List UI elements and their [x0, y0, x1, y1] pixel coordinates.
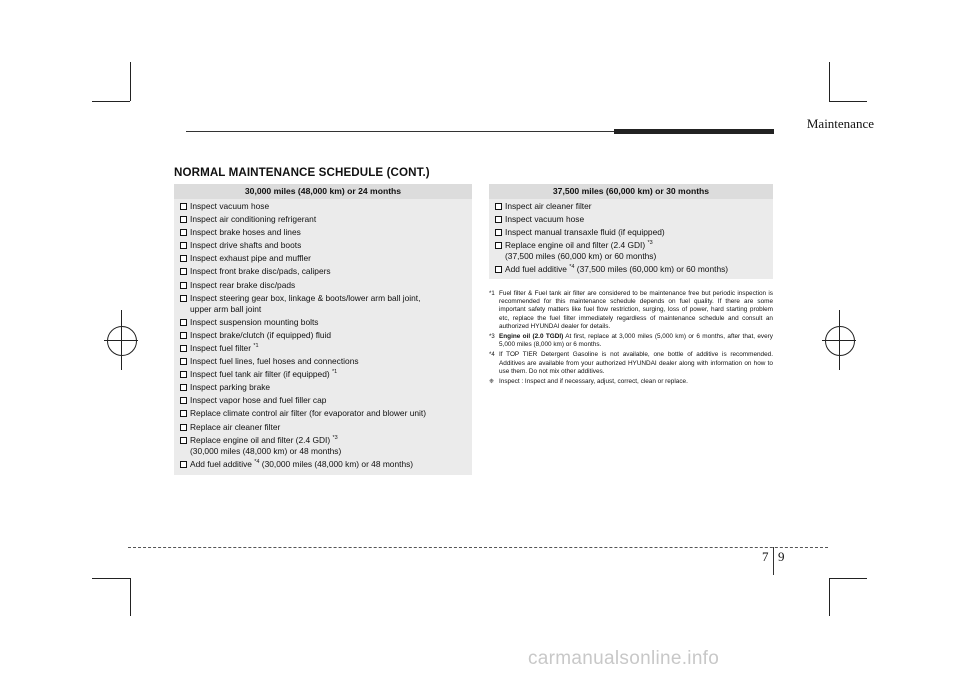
schedule-item-text: Inspect drive shafts and boots	[190, 240, 302, 251]
schedule-item	[180, 317, 468, 328]
schedule-item-subtext: (37,500 miles (60,000 km) or 60 months)	[505, 251, 657, 262]
footnote-mark: *4	[489, 352, 495, 359]
schedule-item	[180, 214, 468, 225]
schedule-item	[495, 201, 769, 212]
schedule-box-37500	[489, 184, 773, 279]
schedule-item	[180, 343, 468, 354]
footnote-mark: *4	[569, 264, 575, 271]
crop-mark	[829, 578, 867, 579]
schedule-item-text: Add fuel additive	[505, 264, 570, 275]
crop-mark	[130, 62, 131, 101]
schedule-item-text: Inspect rear brake disc/pads	[190, 279, 296, 290]
schedule-item	[180, 293, 468, 315]
checkbox-icon	[180, 216, 187, 223]
footnote-text: At first, replace at 3,000 miles (5,000 km) or 6 months, after that, every 5,000 miles (8,000 km) or 6 months.	[499, 333, 773, 349]
chapter-number: 7	[762, 549, 769, 564]
footnote	[489, 333, 773, 349]
schedule-item-subtext: upper arm ball joint	[190, 303, 262, 314]
footnote-mark: *1	[489, 291, 495, 297]
footnote-mark: *3	[489, 334, 495, 341]
schedule-item-text: Inspect fuel filter	[190, 342, 254, 353]
page-heading: NORMAL MAINTENANCE SCHEDULE (CONT.)	[174, 166, 430, 179]
checkbox-icon	[180, 255, 187, 262]
checkbox-icon	[495, 203, 502, 210]
schedule-item	[180, 369, 468, 380]
schedule-item-text: Inspect steering gear box, linkage & boots/lower arm ball joint,	[190, 292, 421, 303]
checkbox-icon	[495, 266, 502, 273]
schedule-box-title: 37,500 miles (60,000 km) or 30 months	[489, 184, 773, 199]
header-rule	[186, 131, 614, 132]
checkbox-icon	[180, 358, 187, 365]
header-rule-accent	[614, 129, 774, 134]
schedule-item	[180, 422, 468, 433]
schedule-item-text: Add fuel additive	[190, 458, 255, 469]
checkbox-icon	[180, 437, 187, 444]
schedule-item-text: Inspect air cleaner filter	[505, 201, 592, 211]
schedule-item-text: Inspect brake hoses and lines	[190, 227, 301, 238]
schedule-item	[180, 408, 468, 419]
checkbox-icon	[180, 268, 187, 275]
crop-mark	[130, 578, 131, 616]
schedule-item-text: Replace engine oil and filter (2.4 GDI)	[505, 240, 648, 251]
schedule-item	[180, 356, 468, 367]
page-number-divider	[773, 547, 774, 575]
schedule-item	[180, 280, 468, 291]
schedule-item-subtext: (30,000 miles (48,000 km) or 48 months)	[190, 445, 342, 456]
watermark: carmanualsonline.info	[528, 648, 720, 669]
schedule-item-text: Replace air cleaner filter	[190, 421, 281, 432]
schedule-box-30000	[174, 184, 472, 475]
schedule-item	[180, 240, 468, 251]
schedule-item-list	[174, 199, 472, 475]
footnote-text: If TOP TIER Detergent Gasoline is not available, one bottle of additive is recommended. Additives are available from your authorized HYUNDAI dealer along with information on how to use them. Do not mix other additives.	[499, 351, 773, 375]
page-number: 9	[778, 549, 785, 564]
crop-mark	[92, 101, 130, 102]
schedule-item	[180, 459, 468, 470]
schedule-item	[495, 214, 769, 225]
schedule-item-text: Inspect fuel lines, fuel hoses and connections	[190, 356, 359, 367]
crop-mark	[829, 578, 830, 616]
checkbox-icon	[180, 371, 187, 378]
schedule-item-interval: (30,000 miles (48,000 km) or 48 months)	[259, 458, 414, 469]
footnote-mark: ❈	[489, 379, 495, 386]
schedule-item-text: Replace engine oil and filter (2.4 GDI)	[190, 434, 333, 445]
footnote-emphasis: Engine oil (2.0 TGDI)	[499, 333, 564, 341]
checkbox-icon	[180, 203, 187, 210]
footer-rule	[128, 547, 828, 548]
footnote	[489, 351, 773, 376]
checkbox-icon	[180, 295, 187, 302]
footnote-mark: *1	[331, 369, 338, 376]
checkbox-icon	[495, 229, 502, 236]
checkbox-icon	[495, 216, 502, 223]
schedule-item	[180, 435, 468, 457]
schedule-item	[180, 330, 468, 341]
crop-mark	[829, 62, 830, 101]
checkbox-icon	[180, 345, 187, 352]
schedule-item-text: Replace climate control air filter (for evaporator and blower unit)	[190, 408, 427, 419]
checkbox-icon	[180, 397, 187, 404]
checkbox-icon	[180, 332, 187, 339]
footnote-text: Inspect : Inspect and if necessary, adjust, correct, clean or replace.	[499, 378, 688, 386]
schedule-item-text: Inspect exhaust pipe and muffler	[190, 253, 311, 264]
registration-circle	[107, 326, 137, 356]
schedule-item-text: Inspect air conditioning refrigerant	[190, 214, 317, 225]
schedule-item	[180, 253, 468, 264]
schedule-item	[180, 395, 468, 406]
schedule-box-title: 30,000 miles (48,000 km) or 24 months	[174, 184, 472, 199]
schedule-item-text: Inspect parking brake	[190, 382, 271, 393]
schedule-item-text: Inspect fuel tank air filter (if equipped)	[190, 369, 332, 380]
checkbox-icon	[180, 282, 187, 289]
schedule-item-text: Inspect manual transaxle fluid (if equipped)	[505, 227, 665, 238]
checkbox-icon	[180, 410, 187, 417]
footnotes	[489, 290, 773, 388]
schedule-item-text: Inspect vacuum hose	[505, 214, 585, 225]
checkbox-icon	[180, 229, 187, 236]
footnote-text: Fuel filter & Fuel tank air filter are considered to be maintenance free but periodic inspection is recommended for this maintenance schedule depends on fuel quality. If there are some important safety matters like fuel flow restriction, surging, loss of power, hard starting problem etc, replace the fuel filter immediately regardless of maintenance schedule and consult an authorized HYUNDAI dealer for details.	[499, 290, 773, 330]
schedule-item-interval: (37,500 miles (60,000 km) or 60 months)	[574, 264, 729, 275]
schedule-item	[495, 227, 769, 238]
schedule-item	[180, 382, 468, 393]
footnote-mark: *4	[254, 458, 260, 465]
schedule-item-list	[489, 199, 773, 280]
checkbox-icon	[180, 424, 187, 431]
schedule-item	[180, 201, 468, 212]
schedule-item-text: Inspect vapor hose and fuel filler cap	[190, 395, 327, 406]
checkbox-icon	[180, 384, 187, 391]
checkbox-icon	[180, 461, 187, 468]
checkbox-icon	[180, 242, 187, 249]
schedule-item-text: Inspect brake/clutch (if equipped) fluid	[190, 329, 332, 340]
schedule-item-text: Inspect suspension mounting bolts	[190, 316, 319, 327]
schedule-item	[180, 266, 468, 277]
schedule-item	[180, 227, 468, 238]
footnote-mark: *1	[253, 343, 259, 350]
footnote	[489, 290, 773, 331]
checkbox-icon	[180, 319, 187, 326]
schedule-item	[495, 264, 769, 275]
footnote	[489, 378, 773, 386]
footnote-mark: *3	[647, 240, 653, 247]
crop-mark	[829, 101, 867, 102]
schedule-item-text: Inspect front brake disc/pads, calipers	[190, 266, 331, 277]
crop-mark	[92, 578, 130, 579]
schedule-item	[495, 240, 769, 262]
checkbox-icon	[495, 242, 502, 249]
footnote-mark: *3	[332, 434, 338, 441]
schedule-item-text: Inspect vacuum hose	[190, 201, 270, 211]
registration-circle	[825, 326, 855, 356]
